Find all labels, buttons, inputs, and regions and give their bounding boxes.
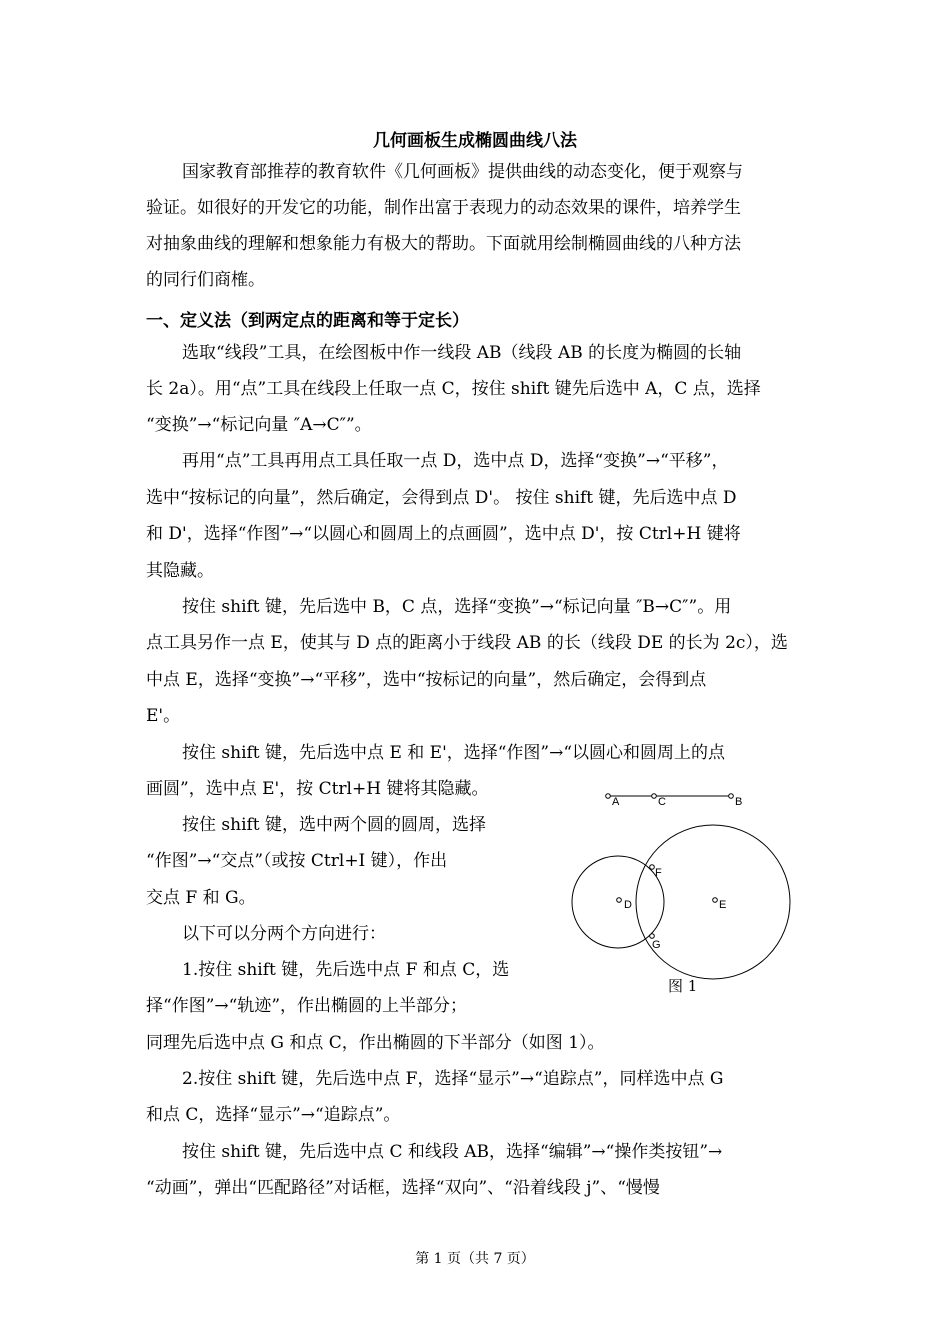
paragraph-line: 交点 F 和 G。 [146,888,256,908]
section-heading: 一、定义法（到两定点的距离和等于定长） [146,311,469,331]
paragraph-line: 的同行们商榷。 [146,270,265,290]
point-e [713,898,718,903]
paragraph-line: 按住 shift 键，先后选中点 C 和线段 AB，选择“编辑”→“操作类按钮”→ [182,1142,723,1162]
paragraph-line: “动画”，弹出“匹配路径”对话框，选择“双向”、“沿着线段 j”、“慢慢 [146,1178,660,1198]
label-b: B [735,796,743,808]
paragraph-line: 其隐藏。 [146,561,214,581]
paragraph-line: 选取“线段”工具，在绘图板中作一线段 AB（线段 AB 的长度为椭圆的长轴 [182,343,742,363]
paragraph-line: 再用“点”工具再用点工具任取一点 D，选中点 D，选择“变换”→“平移”， [182,451,729,471]
figure-1-diagram [565,785,800,995]
paragraph-line: 点工具另作一点 E，使其与 D 点的距离小于线段 AB 的长（线段 DE 的长为 2c），选 [146,633,788,653]
paragraph-line: “作图”→“交点”（或按 Ctrl+I 键），作出 [146,851,448,871]
paragraph-line: 按住 shift 键，先后选中点 E 和 E'，选择“作图”→“以圆心和圆周上的点 [182,743,726,763]
page-footer: 第 1 页（共 7 页） [415,1251,535,1267]
paragraph-line: 和点 C，选择“显示”→“追踪点”。 [146,1105,401,1125]
circle-e [636,825,790,979]
paragraph-line: 选中“按标记的向量”，然后确定，会得到点 D'。 按住 shift 键，先后选中点 D [146,488,737,508]
point-b [729,794,734,799]
paragraph-line: E'。 [146,706,181,726]
paragraph-line: “变换”→“标记向量 ″A→C″”。 [146,415,372,435]
label-f: F [655,867,662,879]
paragraph-line: 国家教育部推荐的教育软件《几何画板》提供曲线的动态变化，便于观察与 [182,162,743,182]
paragraph-line: 画圆”，选中点 E'，按 Ctrl+H 键将其隐藏。 [146,779,489,799]
paragraph-line: 对抽象曲线的理解和想象能力有极大的帮助。下面就用绘制椭圆曲线的八种方法 [146,234,741,254]
point-g [650,934,655,939]
paragraph-line: 1.按住 shift 键，先后选中点 F 和点 C，选 [182,960,510,980]
point-f [650,865,655,870]
paragraph-line: 长 2a）。用“点”工具在线段上任取一点 C，按住 shift 键先后选中 A，C 点，选择 [146,379,761,399]
paragraph-line: 以下可以分两个方向进行： [182,924,386,944]
point-c [652,794,657,799]
paragraph-line: 中点 E，选择“变换”→“平移”，选中“按标记的向量”，然后确定，会得到点 [146,670,707,690]
figure-caption: 图 1 [668,977,698,995]
paragraph-line: 择“作图”→“轨迹”，作出椭圆的上半部分； [146,996,468,1016]
paragraph-line: 同理先后选中点 G 和点 C，作出椭圆的下半部分（如图 1）。 [146,1033,605,1053]
label-a: A [612,796,620,808]
label-d: D [624,899,632,911]
point-a [606,794,611,799]
point-d [617,898,622,903]
label-e: E [719,899,727,911]
paragraph-line: 验证。如很好的开发它的功能，制作出富于表现力的动态效果的课件，培养学生 [146,198,741,218]
paragraph-line: 2.按住 shift 键，先后选中点 F，选择“显示”→“追踪点”，同样选中点 G [182,1069,724,1089]
paragraph-line: 和 D'，选择“作图”→“以圆心和圆周上的点画圆”，选中点 D'，按 Ctrl+H 键将 [146,524,741,544]
paragraph-line: 按住 shift 键，选中两个圆的圆周，选择 [182,815,487,835]
document-title: 几何画板生成椭圆曲线八法 [373,131,577,151]
label-g: G [652,939,661,951]
paragraph-line: 按住 shift 键，先后选中 B，C 点，选择“变换”→“标记向量 ″B→C″”。用 [182,597,732,617]
label-c: C [658,796,666,808]
